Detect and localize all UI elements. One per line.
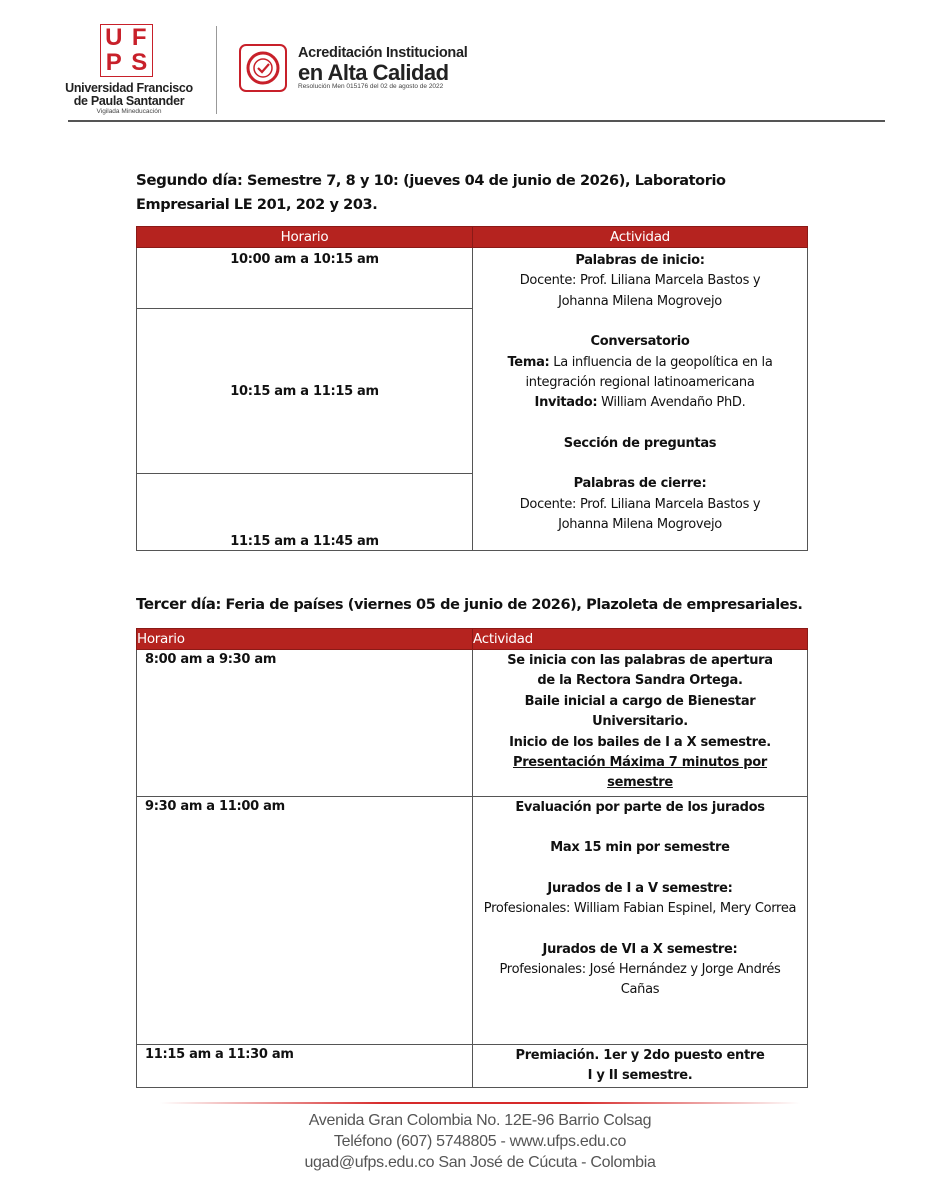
day2-schedule-table <box>136 226 808 551</box>
logo-letter: F <box>131 23 147 51</box>
table-header-row <box>137 629 808 650</box>
footer-rule <box>160 1102 800 1104</box>
time-cell: 8:00 am a 9:30 am <box>137 650 473 797</box>
day3-heading: Tercer día: Feria de países (viernes 05 de junio de 2026), Plazoleta de empresariales. <box>136 595 803 613</box>
time-cell: 11:15 am a 11:45 am <box>137 474 473 551</box>
activity-cell: Palabras de inicio: Docente: Prof. Liliana Marcela Bastos y Johanna Milena Mogrovejo Conversatorio Tema: La influencia de la geopolítica en la integración regional latinoamericana Invitado: William Avendaño PhD. Sección de preguntas Palabras de cierre: Docente: Prof. Liliana Marcela Bastos y Johanna Milena Mogrovejo <box>473 248 808 551</box>
footer-address: Avenida Gran Colombia No. 12E-96 Barrio Colsag <box>308 1112 652 1129</box>
time-cell: 10:15 am a 11:15 am <box>137 309 473 474</box>
vigilada-label: Vigilada Mineducación <box>96 108 162 115</box>
time-cell: 10:00 am a 10:15 am <box>137 248 473 309</box>
header-rule <box>68 120 885 122</box>
day3-schedule-table <box>136 628 808 1088</box>
day2-heading: Segundo día: Semestre 7, 8 y 10: (jueves 04 de junio de 2026), Laboratorio Empresarial LE 201, 202 y 203. <box>136 171 726 213</box>
col-actividad: Actividad <box>473 629 808 650</box>
activity-cell: Se inicia con las palabras de apertura de la Rectora Sandra Ortega. Baile inicial a cargo de Bienestar Universitario. Inicio de los bailes de I a X semestre. Presentación Máxima 7 minutos por semestre <box>473 650 808 797</box>
col-horario: Horario <box>137 227 473 248</box>
table-row <box>137 650 808 797</box>
logo-letter: U <box>105 23 123 51</box>
table-row <box>137 248 808 309</box>
accreditation-resolution: Resolución Men 015176 del 02 de agosto de 2022 <box>298 83 444 90</box>
footer-email: ugad@ufps.edu.co San José de Cúcuta - Colombia <box>304 1154 656 1171</box>
accreditation-title: Acreditación Institucional <box>298 45 468 61</box>
time-cell: 11:15 am a 11:30 am <box>137 1045 473 1088</box>
col-actividad: Actividad <box>473 227 808 248</box>
logo-letter: S <box>131 49 148 77</box>
header-divider <box>216 26 217 114</box>
ufps-logo-icon <box>100 24 155 77</box>
logo-letter: P <box>105 49 122 77</box>
accreditation-subtitle: en Alta Calidad <box>298 60 449 85</box>
accreditation-seal-icon <box>239 44 287 92</box>
university-name: Universidad Francisco de Paula Santander <box>65 81 193 108</box>
footer-phone: Teléfono (607) 5748805 - www.ufps.edu.co <box>333 1133 627 1150</box>
table-row <box>137 1045 808 1088</box>
table-header-row <box>137 227 808 248</box>
col-horario: Horario <box>137 629 473 650</box>
activity-cell: Premiación. 1er y 2do puesto entre I y II semestre. <box>473 1045 808 1088</box>
table-row <box>137 797 808 1045</box>
time-cell: 9:30 am a 11:00 am <box>137 797 473 1045</box>
activity-cell: Evaluación por parte de los jurados Max 15 min por semestre Jurados de I a V semestre: Profesionales: William Fabian Espinel, Mery Correa Jurados de VI a X semestre: Profesionales: José Hernández y Jorge Andrés Cañas <box>473 797 808 1045</box>
